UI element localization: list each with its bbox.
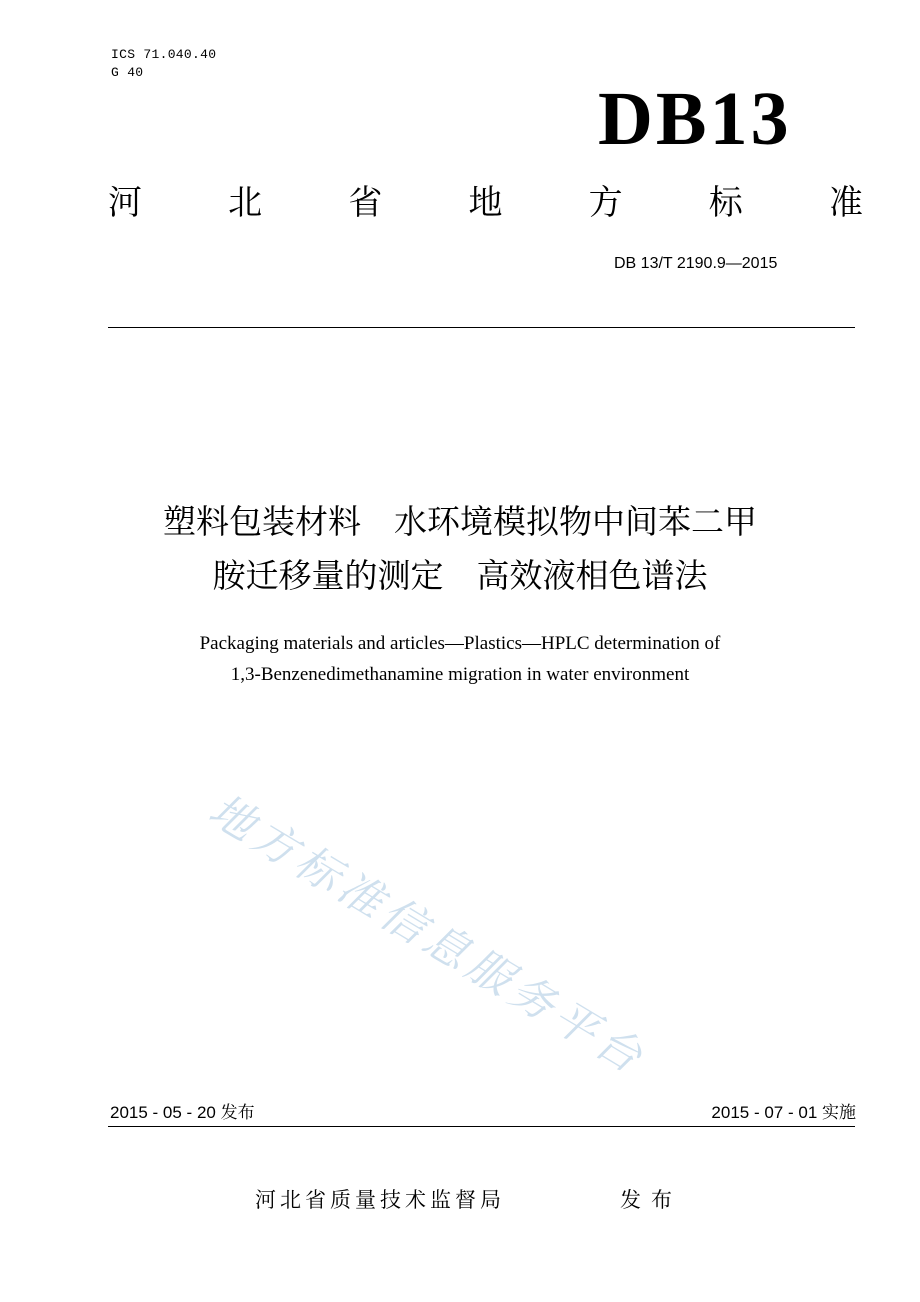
issuer: 河北省质量技术监督局 <box>255 1188 505 1212</box>
standard-type-char: 方 <box>588 183 623 223</box>
title-en-line2: 1,3-Benzenedimethanamine migration in water environment <box>230 664 690 685</box>
publish-label: 发布 <box>620 1188 682 1212</box>
standard-type-char: 标 <box>708 183 743 223</box>
standard-type-char: 河 <box>108 183 142 223</box>
document-number: DB 13/T 2190.9—2015 <box>614 255 778 272</box>
header-divider <box>108 327 855 328</box>
title-cn-line2: 胺迁移量的测定 高效液相色谱法 <box>212 556 708 595</box>
footer-divider <box>108 1126 855 1127</box>
standard-type-char: 准 <box>828 183 863 223</box>
title-en-line1: Packaging materials and articles—Plastics—HPLC determination of <box>199 633 721 654</box>
standard-prefix: DB13 <box>598 77 792 161</box>
title-cn-line1: 塑料包装材料 水环境模拟物中间苯二甲 <box>163 502 757 541</box>
standard-type-char: 北 <box>228 183 263 223</box>
standard-type-char: 地 <box>468 183 503 223</box>
watermark: 地方标准信息服务平台 <box>200 784 655 1086</box>
implement-date: 2015 - 07 - 01 实施 <box>711 1103 856 1122</box>
category-code: G 40 <box>111 65 144 80</box>
ics-code: ICS 71.040.40 <box>111 47 217 62</box>
issue-date: 2015 - 05 - 20 发布 <box>110 1103 255 1122</box>
standard-type <box>108 178 863 228</box>
classification-codes <box>111 46 216 82</box>
standard-type-char: 省 <box>348 183 383 223</box>
